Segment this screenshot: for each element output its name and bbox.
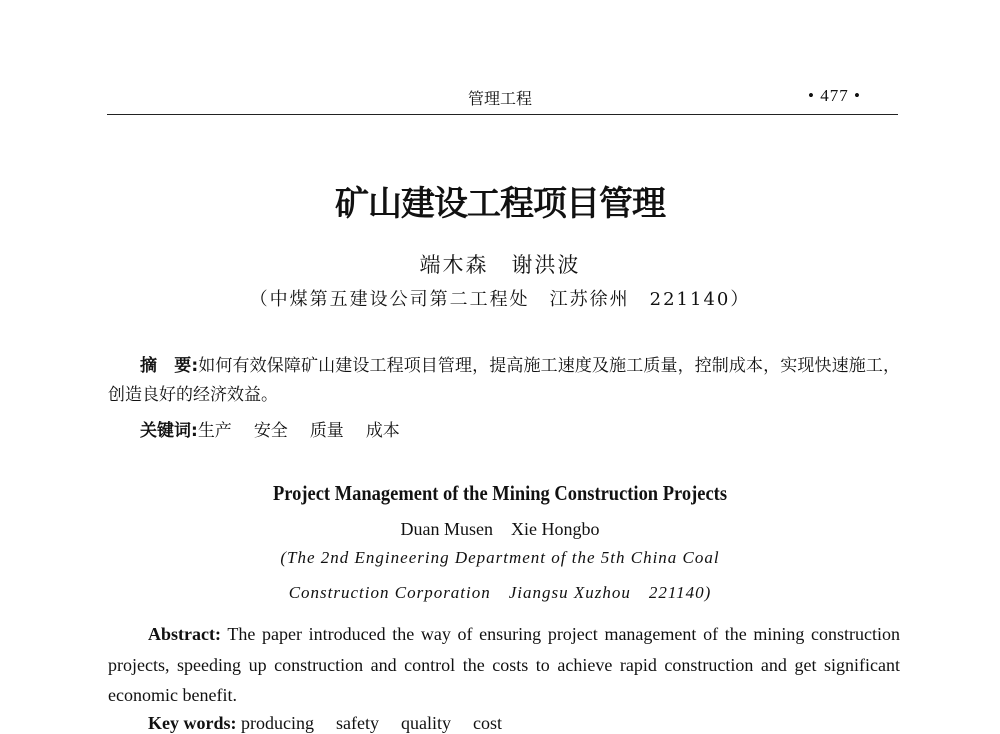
- keyword: 质量: [309, 421, 344, 441]
- abstract-en-label: Abstract:: [148, 624, 221, 644]
- header-rule: [107, 114, 898, 115]
- keywords-cn-label: 关键词:: [140, 421, 198, 441]
- keywords-en: [148, 713, 502, 734]
- authors-cn: 端木森 谢洪波: [419, 253, 581, 277]
- page-number: • 477 •: [808, 86, 861, 105]
- paper-title-en: Project Management of the Mining Construction Projects: [272, 481, 728, 505]
- keyword: 生产: [197, 421, 232, 441]
- keyword: 成本: [365, 421, 400, 441]
- keyword: safety: [335, 713, 379, 733]
- paper-title-cn: 矿山建设工程项目管理: [335, 184, 665, 224]
- affiliation-en-line1: (The 2nd Engineering Department of the 5th China Coal: [280, 548, 720, 567]
- affiliation-cn: （中煤第五建设公司第二工程处 江苏徐州 221140）: [249, 289, 751, 310]
- running-header-section: 管理工程: [467, 89, 532, 108]
- abstract-cn: [108, 352, 900, 410]
- abstract-cn-text: 如何有效保障矿山建设工程项目管理，提高施工速度及施工质量，控制成本，实现快速施工，创造良好的经济效益。: [108, 356, 900, 405]
- abstract-cn-label: 摘 要:: [140, 356, 199, 376]
- abstract-en-text: The paper introduced the way of ensuring project management of the mining construction projects, speeding up construction and control the costs to achieve rapid construction and get significant economic benefit.: [108, 624, 900, 705]
- keywords-cn: [140, 416, 400, 441]
- abstract-en: [108, 619, 900, 711]
- keywords-en-label: Key words:: [148, 713, 237, 733]
- authors-en: Duan Musen Xie Hongbo: [400, 519, 600, 539]
- keyword: cost: [472, 713, 502, 733]
- keyword: 安全: [253, 421, 288, 441]
- keyword: producing: [241, 713, 314, 733]
- keyword: quality: [400, 713, 451, 733]
- affiliation-en-line2: Construction Corporation Jiangsu Xuzhou 221140): [288, 583, 712, 602]
